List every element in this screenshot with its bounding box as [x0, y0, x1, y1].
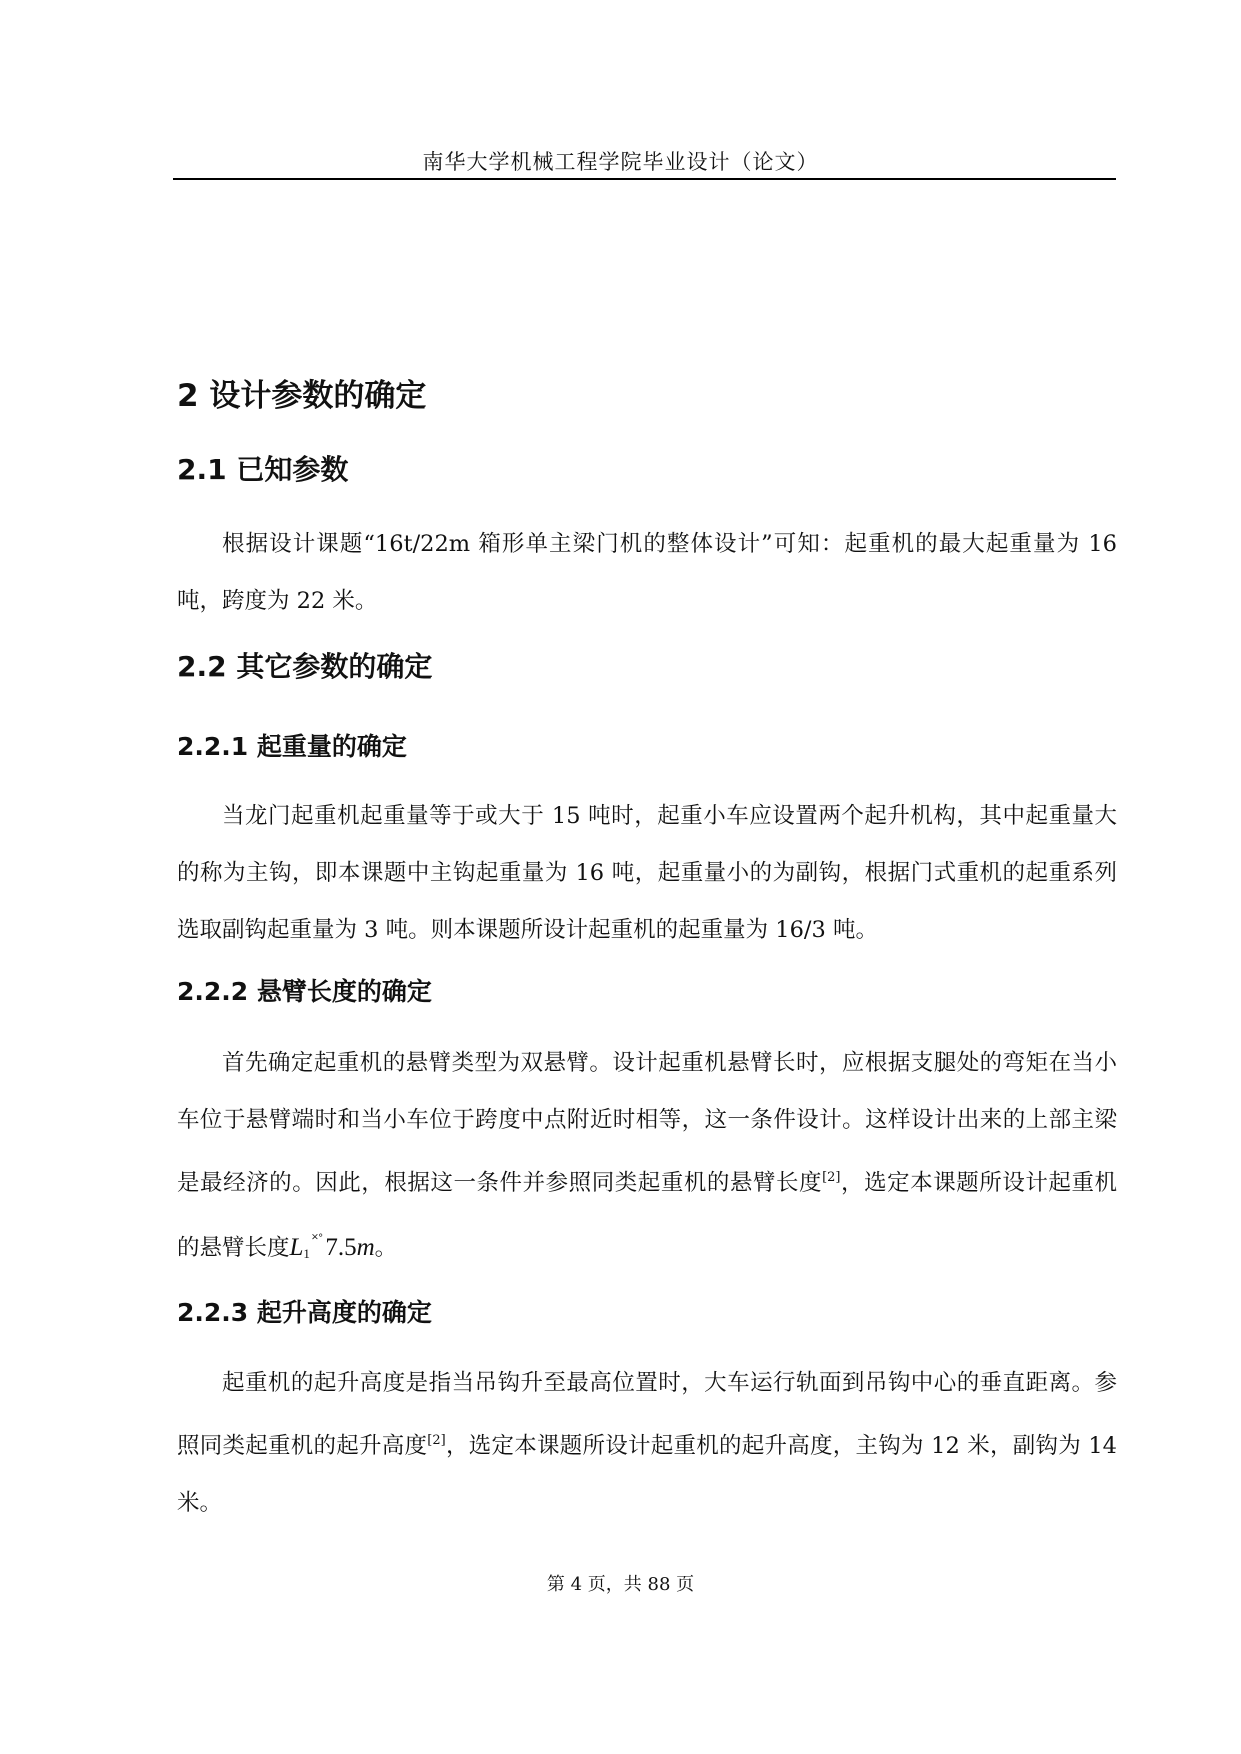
header-rule — [173, 178, 1116, 180]
citation-ref: [2] — [427, 1433, 446, 1448]
section-2-1-paragraph — [177, 516, 1117, 630]
section-2-2-1-paragraph — [177, 788, 1117, 959]
section-2-2-3-paragraph — [177, 1355, 1117, 1532]
paragraph-text: 根据设计课题“16t/22m 箱形单主梁门机的整体设计”可知：起重机的最大起重量为 16 吨，跨度为 22 米。 — [177, 531, 1117, 614]
chapter-title: 2 设计参数的确定 — [177, 378, 427, 414]
section-2-2-3-title: 2.2.3 起升高度的确定 — [177, 1298, 432, 1327]
section-2-2-title: 2.2 其它参数的确定 — [177, 650, 433, 683]
paragraph-text — [177, 1035, 1117, 1282]
section-2-2-1-title: 2.2.1 起重量的确定 — [177, 732, 407, 761]
formula-unit: m — [356, 1234, 375, 1261]
formula-symbol: L — [289, 1234, 304, 1261]
formula-operator: ˟˚ — [311, 1232, 324, 1249]
section-2-2-2-title: 2.2.2 悬臂长度的确定 — [177, 977, 432, 1006]
running-header: 南华大学机械工程学院毕业设计（论文） — [422, 150, 819, 174]
formula-subscript: 1 — [303, 1246, 310, 1261]
page-number: 第 4 页，共 88 页 — [546, 1574, 695, 1595]
citation-ref: [2] — [822, 1170, 841, 1185]
paragraph-text — [177, 1355, 1117, 1532]
section-2-1-title: 2.1 已知参数 — [177, 453, 349, 486]
cantilever-length-formula — [290, 1234, 375, 1261]
paragraph-ending: 。 — [374, 1235, 398, 1261]
formula-value: 7.5 — [325, 1234, 357, 1261]
paragraph-tail: ，选定本课题所设计起重机的起升高度，主钩为 12 米，副钩为 14 米。 — [177, 1433, 1117, 1516]
paragraph-tail: ，选定本课题所设计起重机的悬臂长度 — [177, 1170, 1117, 1261]
paragraph-main: 首先确定起重机的悬臂类型为双悬臂。设计起重机悬臂长时，应根据支腿处的弯矩在当小车位于悬臂端时和当小车位于跨度中点附近时相等，这一条件设计。这样设计出来的上部主梁是最经济的。因此，根据这一条件并参照同类起重机的悬臂长度 — [177, 1050, 1117, 1196]
section-2-2-2-paragraph — [177, 1035, 1117, 1282]
paragraph-text: 当龙门起重机起重量等于或大于 15 吨时，起重小车应设置两个起升机构，其中起重量大的称为主钩，即本课题中主钩起重量为 16 吨，起重量小的为副钩，根据门式重机的起重系列选取副钩起重量为 3 吨。则本课题所设计起重机的起重量为 16/3 吨。 — [177, 803, 1117, 943]
paragraph-main: 起重机的起升高度是指当吊钩升至最高位置时，大车运行轨面到吊钩中心的垂直距离。参照同类起重机的起升高度 — [177, 1370, 1117, 1459]
